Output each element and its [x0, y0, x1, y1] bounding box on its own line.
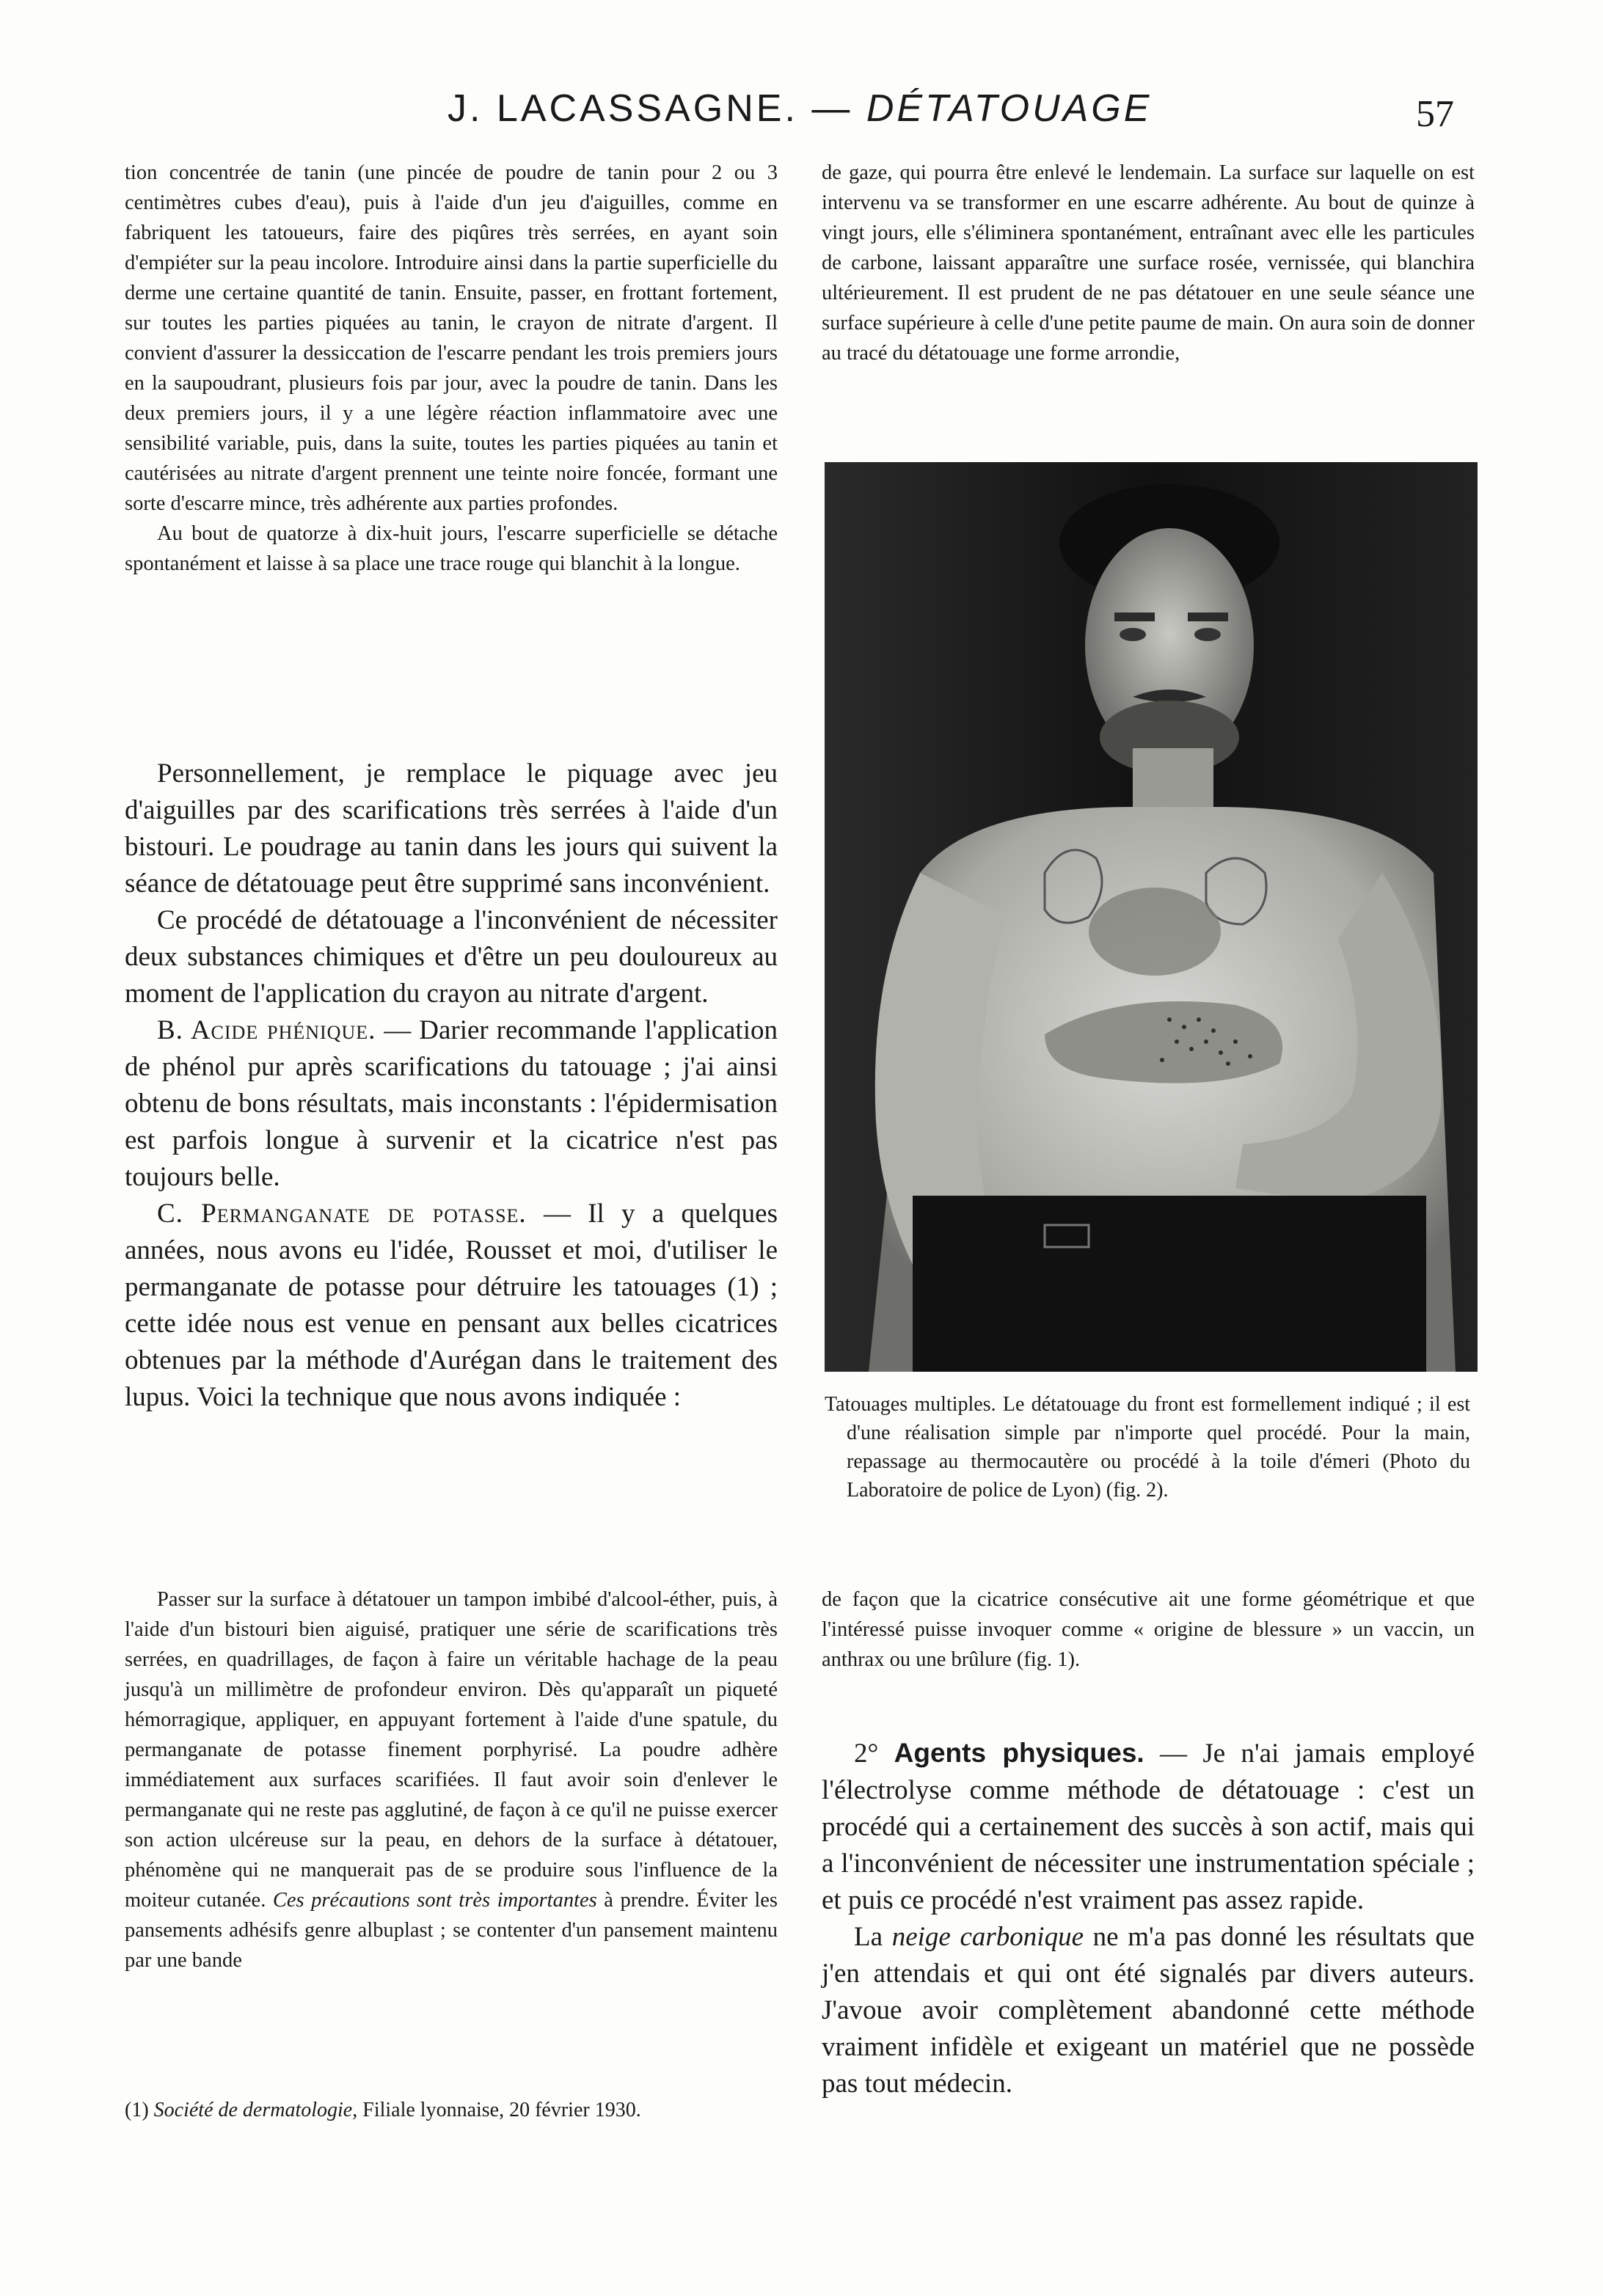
running-title [448, 87, 1181, 131]
right-column-main-text [822, 1735, 1475, 2102]
technique-text-italic: Ces précautions sont très importantes [272, 1889, 597, 1912]
left-column-main-text [125, 756, 778, 1416]
figure-photo [825, 462, 1478, 1372]
neige-carbonique-term: neige carbonique [891, 1922, 1084, 1952]
left-small-paragraph-1: tion concentrée de tanin (une pincée de poudre de tanin pour 2 ou 3 centimètres cubes d'eau), puis à l'aide d'un jeu d'aiguilles, comme en fabriquent les tatoueurs, faire des piqûres très serrées, en ayant soin d'empiéter sur la peau incolore. Introduire ainsi dans la partie superficielle du derme une certaine quantité de tanin. Ensuite, passer, en frottant fortement, sur toutes les parties piquées au tanin, le crayon de nitrate d'argent. Il convient d'assurer la dessiccation de l'escarre pendant les trois premiers jours en la saupoudrant, plusieurs fois par jour, avec la poudre de tanin. Dans les deux premiers jours, il y a une légère réaction inflammatoire avec une sensibilité variable, puis, dans la suite, toutes les parties piquées au tanin et cautérisées au nitrate d'argent prennent une teinte noire foncée, formant une sorte d'escarre mince, très adhérente aux parties profondes. [125, 161, 778, 515]
left-small-paragraph-2: Au bout de quatorze à dix-huit jours, l'escarre superficielle se détache spontanément et laisse à sa place une trace rouge qui blanchit à la longue. [125, 522, 778, 575]
figure-caption [825, 1390, 1470, 1505]
technique-text-a: Passer sur la surface à détatouer un tampon imbibé d'alcool-éther, puis, à l'aide d'un bistouri bien aiguisé, pratiquer une série de scarifications très serrées, en quadrillages, de façon à faire un véritable hachage de la peau jusqu'à un millimètre de profondeur environ. Dès qu'apparaît un piqueté hémorragique, appliquer, en appuyant fortement à l'aide d'une spatule, du permanganate de potasse finement porphyrisé. La poudre adhère immédiatement aux surfaces scarifiées. Il faut avoir soin d'enlever le permanganate qui ne reste pas agglutiné, de façon à ce qu'il ne puisse exercer son action ulcéreuse sur la peau, en dehors de la surface à détatouer, phénomène qui ne manquerait pas de se produire sous l'influence de la moiteur cutanée. [125, 1588, 778, 1912]
article-title: DÉTATOUAGE [866, 87, 1153, 130]
footnote [125, 2096, 778, 2124]
title-dash: — [797, 87, 866, 130]
left-large-paragraph-1: Personnellement, je remplace le piquage avec jeu d'aiguilles par des scarifications très serrées à l'aide d'un bistouri. Le poudrage au tanin dans les jours qui suivent la séance de détatouage peut être supprimé sans inconvénient. [125, 758, 778, 899]
footnote-number: (1) [125, 2099, 154, 2121]
footnote-text: Filiale lyonnaise, 20 février 1930. [357, 2099, 641, 2121]
running-header [0, 87, 1603, 145]
paragraph-text: ne m'a pas donné les résultats que j'en attendais et qui ont été signalés par divers auteurs. J'avoue avoir complètement abandonné cette méthode vraiment infidèle et exigeant un matériel que ne possède pas tout médecin. [822, 1922, 1475, 2099]
left-large-paragraph-2: Ce procédé de détatouage a l'inconvénient de nécessiter deux substances chimiques et d'être un peu douloureux au moment de l'application du crayon au nitrate d'argent. [125, 905, 778, 1009]
left-column-technique-text [125, 1584, 778, 1975]
technique-text-b: à prendre. Éviter les pansements adhésifs genre albuplast ; se contenter d'un pansement maintenu par une bande [125, 1889, 778, 1972]
section-text: — Je n'ai jamais employé l'électrolyse comme méthode de détatouage : c'est un procédé qui a certainement des succès à son actif, mais qui a l'inconvénient de nécessiter une instrumentation spéciale ; et puis ce procédé n'est vraiment pas assez rapide. [822, 1739, 1475, 1915]
tattooed-man-photo [825, 462, 1478, 1372]
footnote-source: Société de dermatologie, [153, 2099, 358, 2121]
section-agents-physiques [822, 1735, 1475, 1919]
paragraph-start: La [854, 1922, 892, 1952]
caption-text: Tatouages multiples. Le détatouage du front est formellement indiqué ; il est d'une réalisation simple par n'importe quel procédé. Pour la main, repassage au thermocautère ou procédé à la toile d'émeri (Photo du Laboratoire de police de Lyon) (fig. 2). [825, 1393, 1470, 1502]
section-b-text: — Darier recommande l'application de phénol pur après scarifications du tatouage ; j'ai ainsi obtenu de bons résultats, mais inconstants : l'épidermisation est parfois longue à survenir et la cicatrice n'est pas toujours belle. [125, 1015, 778, 1192]
page-number: 57 [1416, 93, 1454, 135]
right-column-continuation [822, 1584, 1475, 1675]
section-heading: Agents physiques. [894, 1738, 1144, 1768]
left-section-b [125, 1012, 778, 1196]
right-small-paragraph-2: de façon que la cicatrice consécutive ait une forme géométrique et que l'intéressé puisse invoquer comme « origine de blessure » un vaccin, un anthrax ou une brûlure (fig. 1). [822, 1588, 1475, 1671]
section-c-label: C. Permanganate de potasse. [157, 1199, 527, 1229]
section-c-text: — Il y a quelques années, nous avons eu l'idée, Rousset et moi, d'utiliser le permanganate de potasse pour détruire les tatouages (1) ; cette idée nous est venue en pensant aux belles cicatrices obtenues par la méthode d'Aurégan dans le traitement des lupus. Voici la technique que nous avons indiquée : [125, 1199, 778, 1412]
section-number: 2° [854, 1739, 894, 1769]
right-column-top-text [822, 158, 1475, 368]
left-column-top-small-text [125, 158, 778, 579]
right-small-paragraph-1: de gaze, qui pourra être enlevé le lendemain. La surface sur laquelle on est intervenu va se transformer en une escarre adhérente. Au bout de quinze à vingt jours, elle s'éliminera spontanément, entraînant avec elle les particules de carbone, laissant apparaître une surface rosée, vernissée, qui blanchira ultérieurement. Il est prudent de ne pas détatouer en une seule séance une surface supérieure à celle d'une petite paume de main. On aura soin de donner au tracé du détatouage une forme arrondie, [822, 161, 1475, 365]
author-name: J. LACASSAGNE. [448, 87, 798, 130]
section-b-label: B. Acide phénique. [157, 1015, 376, 1045]
left-technique-paragraph [125, 1584, 778, 1975]
neige-carbonique-paragraph [822, 1919, 1475, 2102]
left-section-c [125, 1196, 778, 1416]
